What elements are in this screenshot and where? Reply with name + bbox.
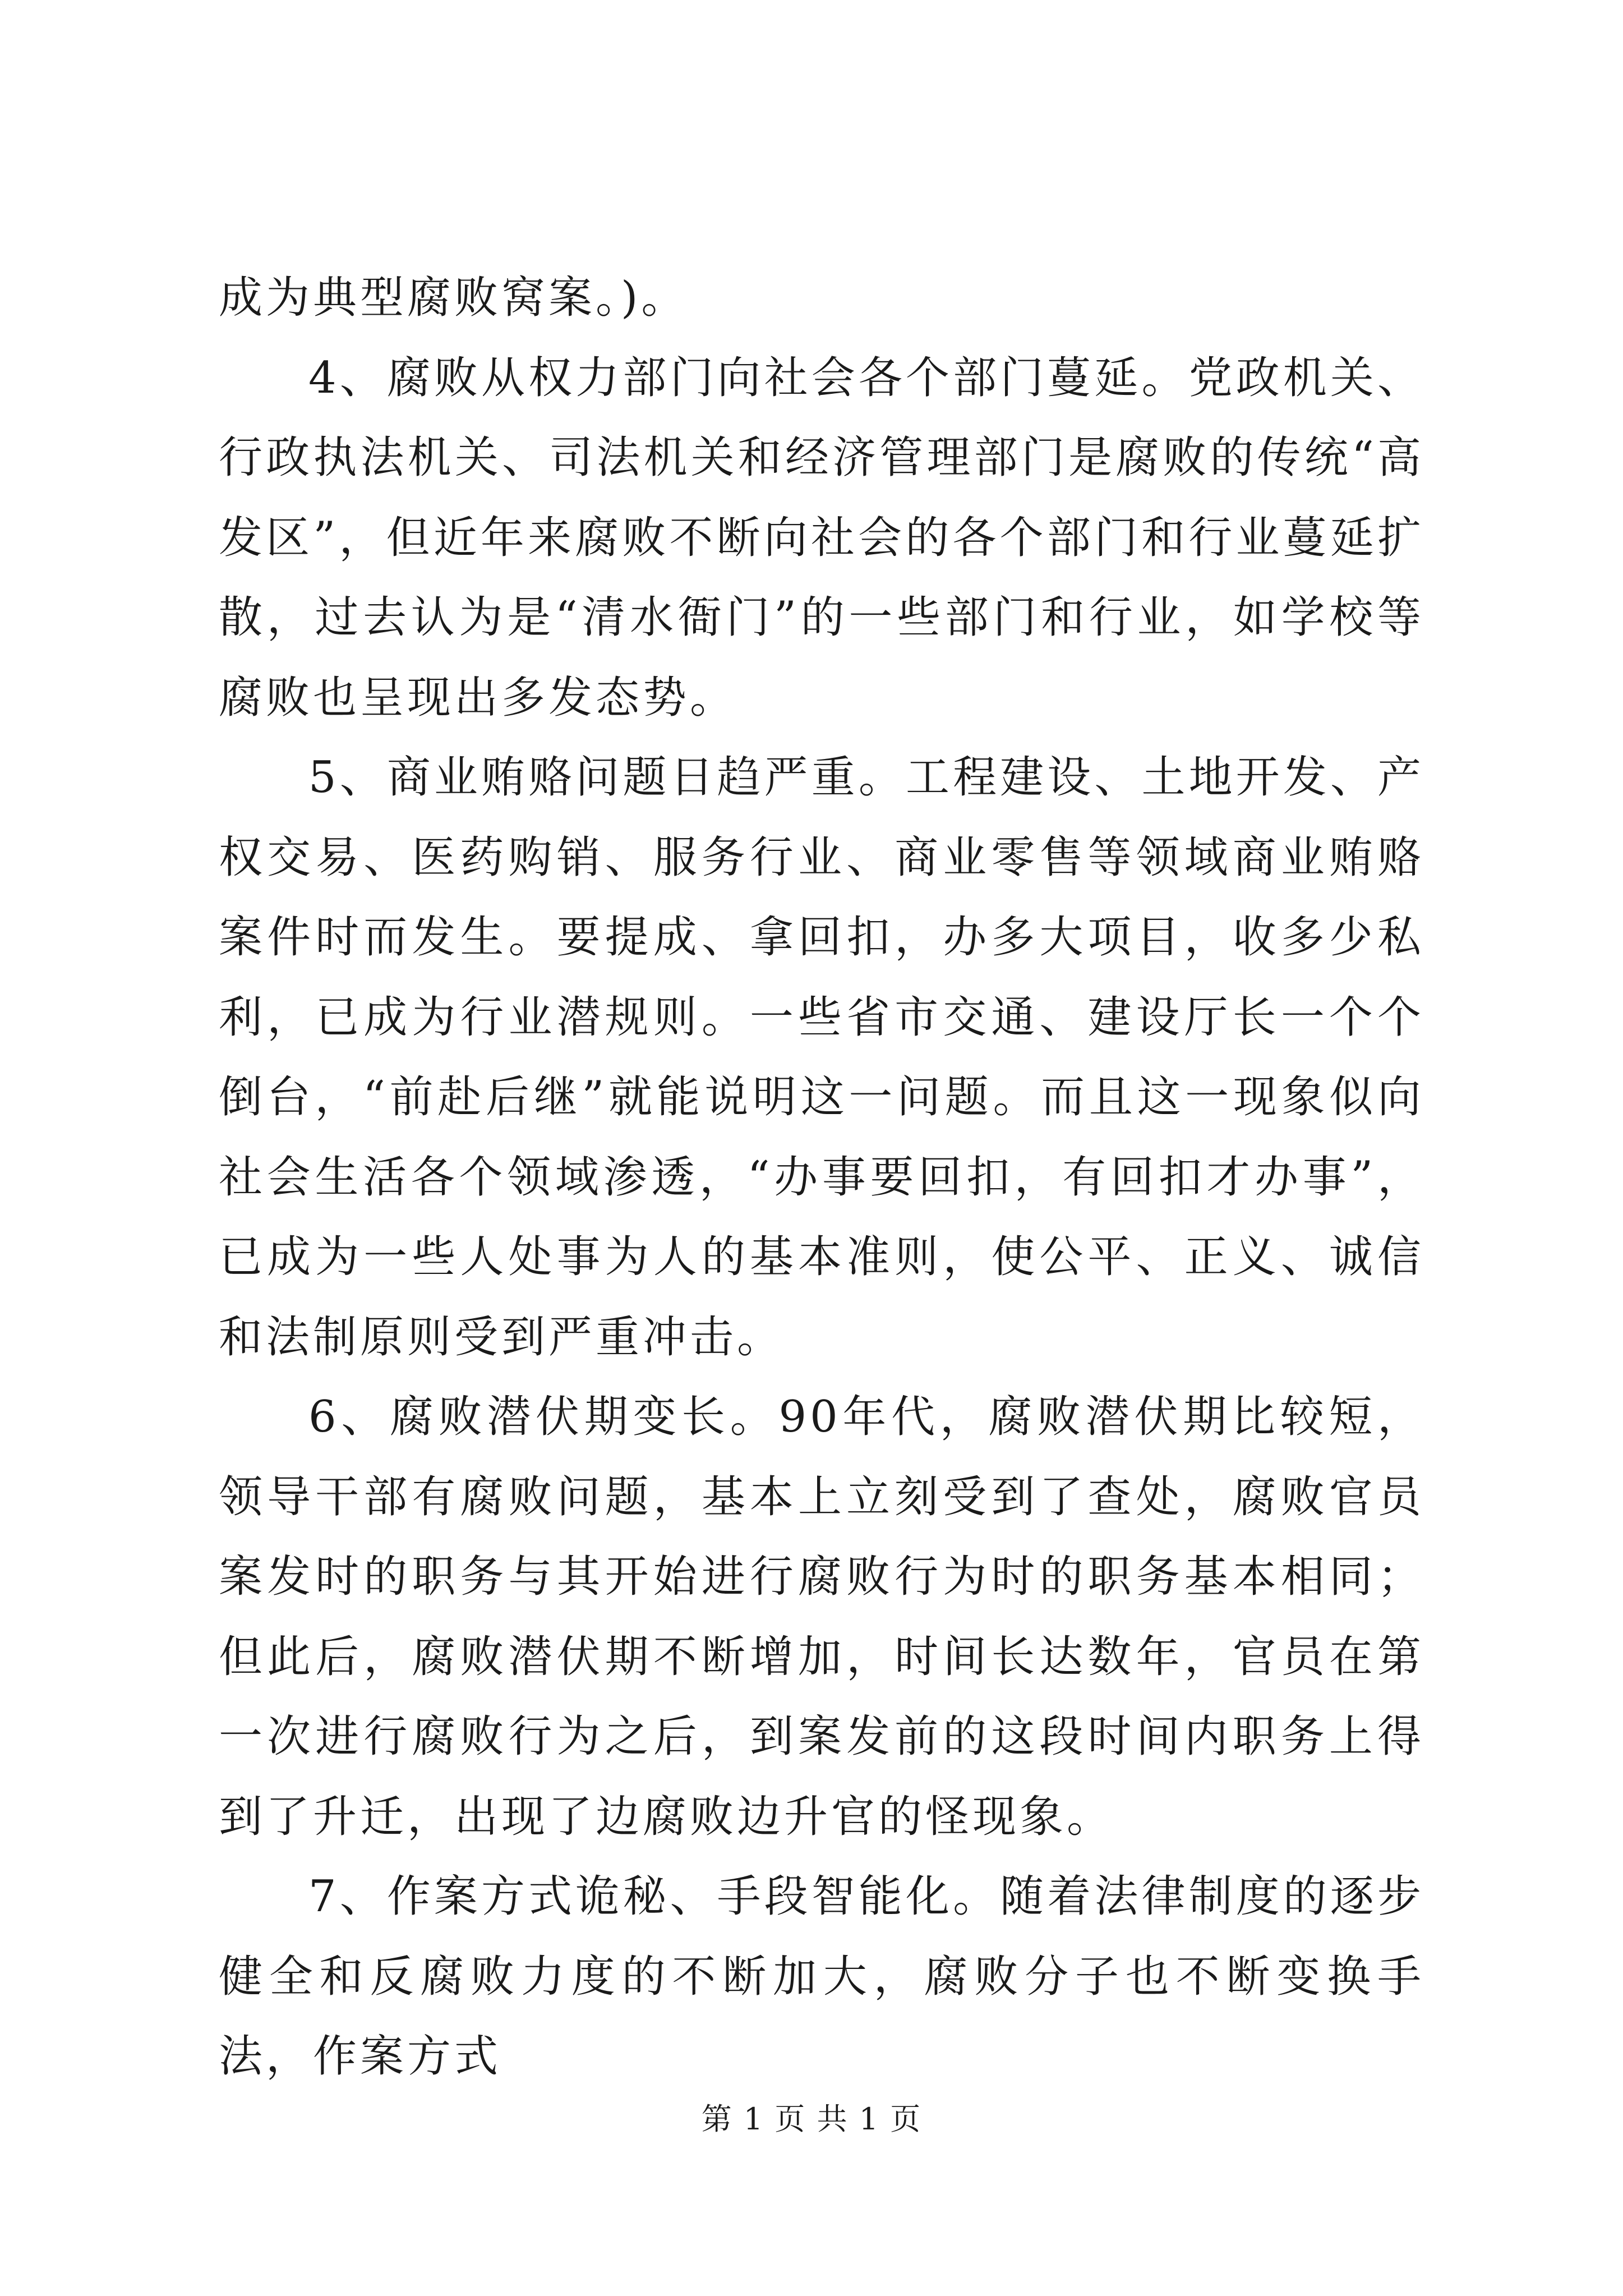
paragraph-item-6: 6、腐败潜伏期变长。90年代，腐败潜伏期比较短，领导干部有腐败问题，基本上立刻受到了查处，腐败官员案发时的职务与其开始进行腐败行为时的职务基本相同；但此后，腐败潜伏期不断增加，时间长达数年，官员在第一次进行腐败行为之后，到案发前的这段时间内职务上得到了升迁，出现了边腐败边升官的怪现象。 xyxy=(219,1392,1424,1842)
paragraph-item-7: 7、作案方式诡秘、手段智能化。随着法律制度的逐步健全和反腐败力度的不断加大，腐败分子也不断变换手法，作案方式 xyxy=(219,1871,1424,2082)
page-footer: 第 1 页 共 1 页 xyxy=(701,2101,922,2137)
paragraph-item-4: 4、腐败从权力部门向社会各个部门蔓延。党政机关、行政执法机关、司法机关和经济管理部门是腐败的传统“高发区”，但近年来腐败不断向社会的各个部门和行业蔓延扩散，过去认为是“清水衙门”的一些部门和行业，如学校等腐败也呈现出多发态势。 xyxy=(219,352,1424,723)
paragraph-continuation: 成为典型腐败窝案。)。 xyxy=(219,273,689,323)
paragraph-item-5: 5、商业贿赂问题日趋严重。工程建设、土地开发、产权交易、医药购销、服务行业、商业零售等领域商业贿赂案件时而发生。要提成、拿回扣，办多大项目，收多少私利，已成为行业潜规则。一些省市交通、建设厅长一个个倒台，“前赴后继”就能说明这一问题。而且这一现象似向社会生活各个领域渗透，“办事要回扣，有回扣才办事”，已成为一些人处事为人的基本准则，使公平、正义、诚信和法制原则受到严重冲击。 xyxy=(219,752,1424,1363)
document-body xyxy=(219,258,1424,2097)
